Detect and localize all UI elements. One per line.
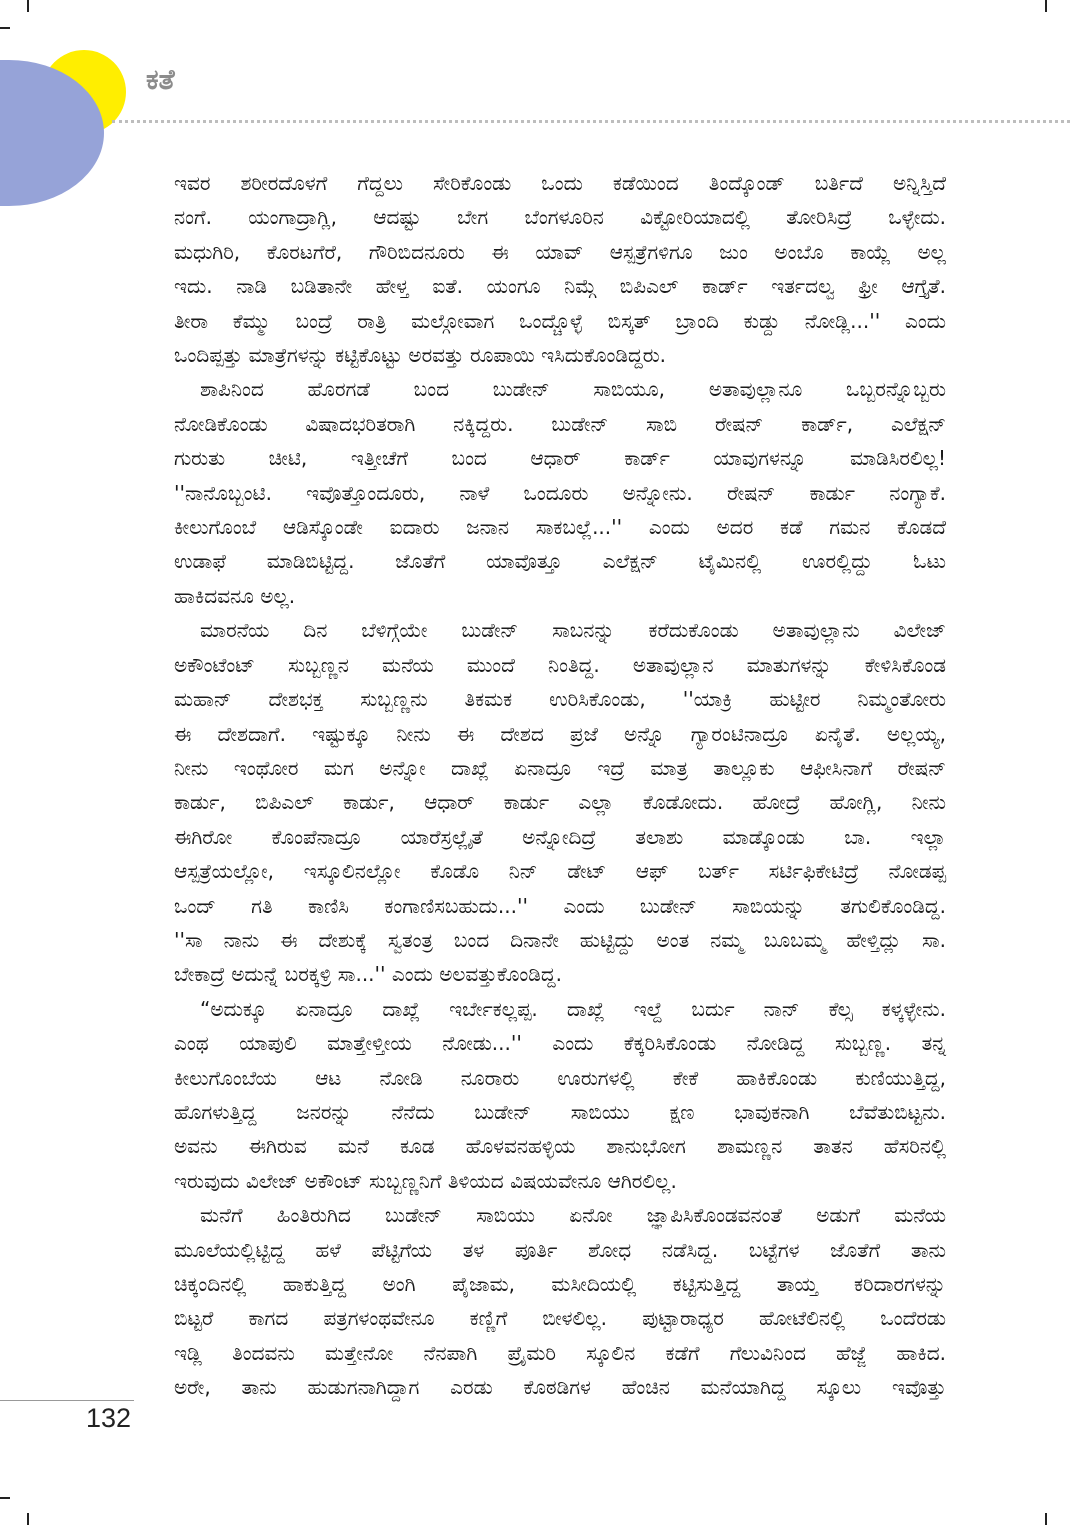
text-line: ಈಗಿರೋ ಕೊಂಪೆನಾದ್ರೂ ಯಾರೆಸ್ರಲ್ಲೈತೆ ಅನ್ನೋದಿದ್ರೆ ತಲಾಶು ಮಾಡ್ಕೊಂಡು ಬಾ. ಇಲ್ಲಾ [174,824,946,849]
crop-mark-left-lower [0,1497,10,1499]
crop-mark-top-right [1045,0,1047,12]
text-line: ಕೀಲುಗೊಂಬೆಯ ಆಟ ನೋಡಿ ನೂರಾರು ಊರುಗಳಲ್ಲಿ ಕೇಕೆ ಹಾಕಿಕೊಂಡು ಕುಣಿಯುತ್ತಿದ್ದ, [174,1065,946,1090]
text-line: ಎಂಥ ಯಾಪುಲಿ ಮಾತ್ತೇಳ್ತೀಯ ನೋಡು...'' ಎಂದು ಕೆಕ್ಕರಿಸಿಕೊಂಡು ನೋಡಿದ್ದ ಸುಬ್ಬಣ್ಣ. ತನ್ನ [174,1031,946,1056]
text-line: ನೀನು ಇಂಥೋರ ಮಗ ಅನ್ನೋ ದಾಖ್ಲೆ ಏನಾದ್ರೂ ಇದ್ರೆ ಮಾತ್ರ ತಾಲ್ಲೂಕು ಆಫೀಸಿನಾಗೆ ರೇಷನ್ [174,755,946,780]
text-line: ನಂಗೆ. ಯಂಗಾದ್ರಾಗ್ಲಿ, ಆದಷ್ಟು ಬೇಗ ಬೆಂಗಳೂರಿನ ವಿಕ್ಟೋರಿಯಾದಲ್ಲಿ ತೋರಿಸಿದ್ರೆ ಒಳ್ಳೇದು. [174,205,946,230]
paragraph [174,613,946,991]
text-line: ಅಕೌಂಟೆಂಟ್ ಸುಬ್ಬಣ್ಣನ ಮನೆಯ ಮುಂದೆ ನಿಂತಿದ್ದ. ಅತಾವುಲ್ಲಾನ ಮಾತುಗಳನ್ನು ಕೇಳಿಸಿಕೊಂಡ [174,652,946,677]
paragraph [174,1198,946,1404]
text-line: ಮೂಲೆಯಲ್ಲಿಟ್ಟಿದ್ದ ಹಳೆ ಪೆಟ್ಟಿಗೆಯ ತಳ ಪೂರ್ತಿ ಶೋಧ ನಡೆಸಿದ್ದ. ಬಟ್ಟೆಗಳ ಜೊತೆಗೆ ತಾನು [174,1237,946,1262]
text-line: ಅರೇ, ತಾನು ಹುಡುಗನಾಗಿದ್ದಾಗ ಎರಡು ಕೊಠಡಿಗಳ ಹೆಂಚಿನ ಮನೆಯಾಗಿದ್ದ ಸ್ಕೂಲು ಇವೊತ್ತು [174,1375,946,1400]
text-line: ಇಡ್ಲಿ ತಿಂದವನು ಮತ್ತೇನೋ ನೆನಪಾಗಿ ಪ್ರೈಮರಿ ಸ್ಕೂಲಿನ ಕಡೆಗೆ ಗೆಲುವಿನಿಂದ ಹೆಜ್ಜೆ ಹಾಕಿದ. [174,1340,946,1365]
story-text [174,166,946,1405]
text-line: ಒಂದಿಪ್ಪತ್ತು ಮಾತ್ರೆಗಳನ್ನು ಕಟ್ಟಿಕೊಟ್ಟು ಅರವತ್ತು ರೂಪಾಯಿ ಇಸಿದುಕೊಂಡಿದ್ದರು. [174,343,667,368]
crop-mark-bottom-left [27,1513,29,1525]
paragraph [174,992,946,1198]
text-line: ಒಂದ್ ಗತಿ ಕಾಣಿಸಿ ಕಂಗಾಣಿಸಬಹುದು...'' ಎಂದು ಬುಡೇನ್ ಸಾಬಿಯನ್ನು ತಗುಲಿಕೊಂಡಿದ್ದ. [174,893,946,918]
text-line: ಬೇಕಾದ್ರೆ ಅದುನ್ನೆ ಬರಕ್ಕಳ್ರಿ ಸಾ...'' ಎಂದು ಅಲವತ್ತುಕೊಂಡಿದ್ದ. [174,962,562,987]
section-title: ಕತೆ [146,63,175,96]
text-line: ಕೀಲುಗೊಂಬೆ ಆಡಿಸ್ಕೊಂಡೇ ಐದಾರು ಜನಾನ ಸಾಕಬಲ್ಲೆ...'' ಎಂದು ಅದರ ಕಡೆ ಗಮನ ಕೊಡದೆ [174,515,946,540]
text-line: ಬಿಟ್ಟರೆ ಕಾಗದ ಪತ್ರಗಳಂಥವೇನೂ ಕಣ್ಣಿಗೆ ಬೀಳಲಿಲ್ಲ. ಪುಟ್ಟಾರಾಧ್ಯರ ಹೋಟೆಲಿನಲ್ಲಿ ಒಂದೆರಡು [174,1306,946,1331]
text-line: ಹೊಗಳುತ್ತಿದ್ದ ಜನರನ್ನು ನೆನೆದು ಬುಡೇನ್ ಸಾಬಿಯು ಕ್ಷಣ ಭಾವುಕನಾಗಿ ಬೆವೆತುಬಿಟ್ಟನು. [174,1099,946,1124]
text-line: ಇರುವುದು ವಿಲೇಜ್ ಅಕೌಂಟ್ ಸುಬ್ಬಣ್ಣನಿಗೆ ತಿಳಿಯದ ವಿಷಯವೇನೂ ಆಗಿರಲಿಲ್ಲ. [174,1168,677,1193]
text-line: ಮಧುಗಿರಿ, ಕೊರಟಗೆರೆ, ಗೌರಿಬಿದನೂರು ಈ ಯಾವ್ ಆಸ್ಪತ್ರೆಗಳಿಗೂ ಜುಂ ಅಂಬೊ ಕಾಯ್ಲೆ ಅಲ್ಲ [174,239,946,264]
text-line: ಶಾಪಿನಿಂದ ಹೊರಗಡೆ ಬಂದ ಬುಡೇನ್ ಸಾಬಿಯೂ, ಅತಾವುಲ್ಲಾನೂ ಒಬ್ಬರನ್ನೊಬ್ಬರು [200,377,946,402]
text-line: ಮನೆಗೆ ಹಿಂತಿರುಗಿದ ಬುಡೇನ್ ಸಾಬಿಯು ಏನೋ ಜ್ಞಾಪಿಸಿಕೊಂಡವನಂತೆ ಅಡುಗೆ ಮನೆಯ [200,1203,946,1228]
paragraph [174,166,946,372]
text-line: ಇವರ ಶರೀರದೊಳಗೆ ಗೆದ್ದಲು ಸೇರಿಕೊಂಡು ಒಂದು ಕಡೆಯಿಂದ ತಿಂದ್ಕೊಂಡ್ ಬರ್ತಿದೆ ಅನ್ನಿಸ್ತಿದೆ [174,171,946,195]
text-line: ಆಸ್ಪತ್ರೆಯಲ್ಲೋ, ಇಸ್ಕೂಲಿನಲ್ಲೋ ಕೊಡೊ ನಿನ್ ಡೇಟ್ ಆಫ್ ಬರ್ತ್ ಸರ್ಟಿಫಿಕೇಟಿದ್ರೆ ನೋಡಪ್ಪ [174,859,946,884]
dotted-divider [112,120,1070,123]
text-line: ಚಿಕ್ಕಂದಿನಲ್ಲಿ ಹಾಕುತ್ತಿದ್ದ ಅಂಗಿ ಪೈಜಾಮ, ಮಸೀದಿಯಲ್ಲಿ ಕಟ್ಟಿಸುತ್ತಿದ್ದ ತಾಯ್ತ ಕರಿದಾರಗಳನ್ನು [174,1272,946,1296]
text-line: ಮಾರನೆಯ ದಿನ ಬೆಳಿಗ್ಗೆಯೇ ಬುಡೇನ್ ಸಾಬನನ್ನು ಕರೆದುಕೊಂಡು ಅತಾವುಲ್ಲಾನು ವಿಲೇಜ್ [200,618,946,643]
text-line: ಈ ದೇಶದಾಗೆ. ಇಷ್ಟುಕ್ಕೂ ನೀನು ಈ ದೇಶದ ಪ್ರಜೆ ಅನ್ನೊ ಗ್ಯಾರಂಟಿನಾದ್ರೂ ಏನೈತೆ. ಅಲ್ಲಯ್ಯ, [174,721,946,746]
text-line: ಅವನು ಈಗಿರುವ ಮನೆ ಕೂಡ ಹೊಳವನಹಳ್ಳಿಯ ಶಾನುಭೋಗ ಶಾಮಣ್ಣನ ತಾತನ ಹೆಸರಿನಲ್ಲಿ [174,1134,946,1159]
text-line: ಮಹಾನ್ ದೇಶಭಕ್ತ ಸುಬ್ಬಣ್ಣನು ತಿಕಮಕ ಉರಿಸಿಕೊಂಡು, ''ಯಾಕ್ರಿ ಹುಟ್ಟೀರ ನಿಮ್ಮಂತೋರು [174,687,946,712]
text-line: ''ಸಾ ನಾನು ಈ ದೇಶುಕ್ಕೆ ಸ್ವತಂತ್ರ ಬಂದ ದಿನಾನೇ ಹುಟ್ಟಿದ್ದು ಅಂತ ನಮ್ಮ ಬೂಬಮ್ಮ ಹೇಳ್ತಿದ್ಲು ಸಾ. [174,927,946,952]
text-line: ಉಡಾಫೆ ಮಾಡಿಬಿಟ್ಟಿದ್ದ. ಜೊತೆಗೆ ಯಾವೊತ್ತೂ ಎಲೆಕ್ಷನ್ ಟೈಮಿನಲ್ಲಿ ಊರಲ್ಲಿದ್ದು ಓಟು [174,549,946,574]
text-line: ಇದು. ನಾಡಿ ಬಡಿತಾನೇ ಹೇಳ್ತ ಐತೆ. ಯಂಗೂ ನಿಮ್ಗೆ ಬಿಪಿಎಲ್ ಕಾರ್ಡ್ ಇರ್ತದಲ್ವ ಫ್ರೀ ಆಗ್ತೈತೆ. [174,274,946,299]
text-line: ಕಾರ್ಡು, ಬಿಪಿಎಲ್ ಕಾರ್ಡು, ಆಧಾರ್ ಕಾರ್ಡು ಎಲ್ಲಾ ಕೊಡೋದು. ಹೋದ್ರೆ ಹೋಗ್ಲಿ, ನೀನು [174,790,946,815]
paragraph [174,372,946,613]
crop-mark-bottom-right [1045,1513,1047,1525]
text-line: ನೋಡಿಕೊಂಡು ವಿಷಾದಭರಿತರಾಗಿ ನಕ್ಕಿದ್ದರು. ಬುಡೇನ್ ಸಾಬಿ ರೇಷನ್ ಕಾರ್ಡ್, ಎಲೆಕ್ಷನ್ [174,411,946,436]
text-line: ಗುರುತು ಚೀಟಿ, ಇತ್ತೀಚೆಗೆ ಬಂದ ಆಧಾರ್ ಕಾರ್ಡ್ ಯಾವುಗಳನ್ನೂ ಮಾಡಿಸಿರಲಿಲ್ಲ! [174,446,946,471]
corner-decoration [0,0,140,210]
text-line: ತೀರಾ ಕೆಮ್ಮು ಬಂದ್ರೆ ರಾತ್ರಿ ಮಲ್ಗೋವಾಗ ಒಂದ್ಚೊಳ್ಳೆ ಬಿಸ್ಕತ್ ಬ್ರಾಂದಿ ಕುಡ್ದು ನೋಡ್ಲಿ...'' ಎಂದು [174,308,946,333]
text-line: ''ನಾನೊಬ್ಬಂಟಿ. ಇವೊತ್ತೊಂದೂರು, ನಾಳೆ ಒಂದೂರು ಅನ್ನೋನು. ರೇಷನ್ ಕಾರ್ಡು ನಂಗ್ಯಾಕೆ. [174,480,946,505]
text-line: “ಅದುಕ್ಕೂ ಏನಾದ್ರೂ ದಾಖ್ಲೆ ಇರ್ಬೇಕಲ್ಲಪ್ಪ. ದಾಖ್ಲೆ ಇಲ್ದೆ ಬರ್ದು ನಾನ್ ಕೆಲ್ಸ ಕಳ್ಕಳ್ಳೇನು. [200,996,946,1021]
page-number: 132 [86,1403,132,1433]
text-line: ಹಾಕಿದವನೂ ಅಲ್ಲ. [174,583,296,608]
